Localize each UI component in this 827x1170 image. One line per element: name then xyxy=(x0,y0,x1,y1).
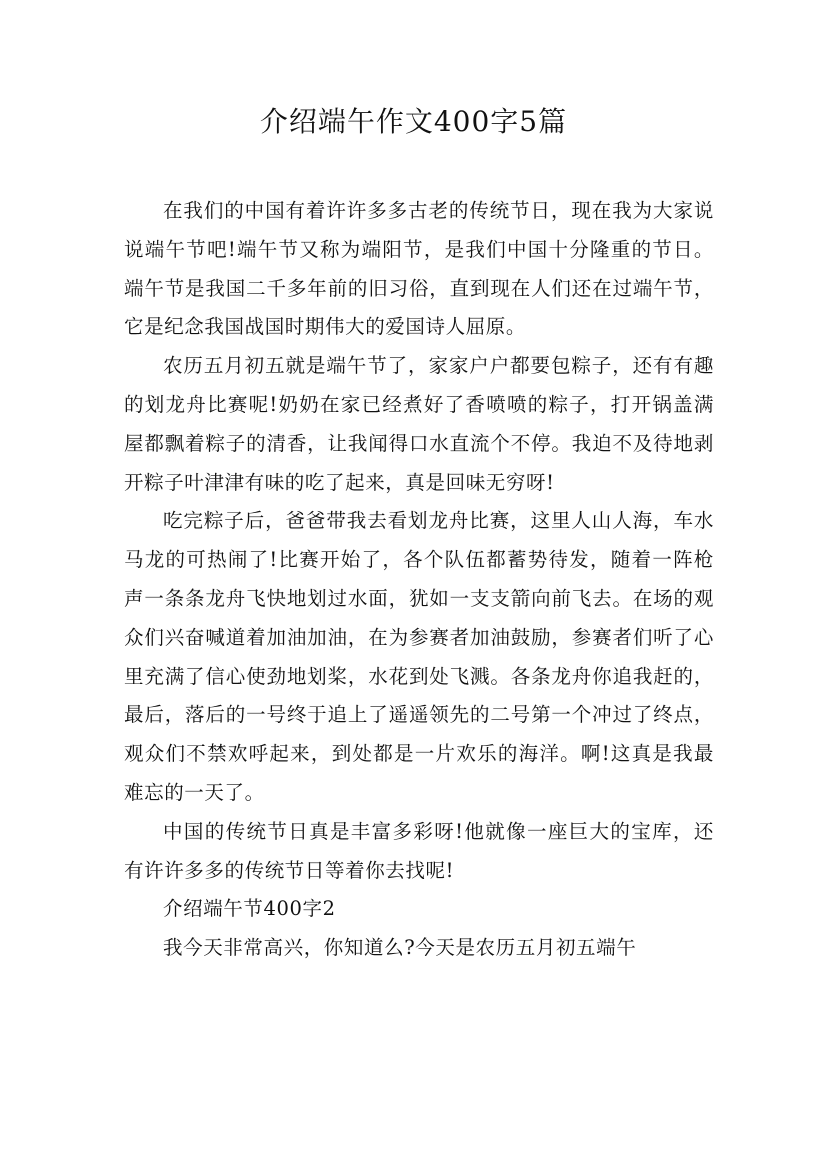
section-heading: 介绍端午节400字2 xyxy=(163,897,336,921)
paragraph: 吃完粽子后，爸爸带我去看划龙舟比赛，这里人山人海，车水马龙的可热闹了!比赛开始了，各个队伍都蓄势待发，随着一阵枪声一条条龙舟飞快地划过水面，犹如一支支箭向前飞去。在场的观众们兴奋喊道着加油加油，在为参赛者加油鼓励，参赛者们听了心里充满了信心使劲地划桨，水花到处飞溅。各条龙舟你追我赶的，最后，落后的一号终于追上了遥遥领先的二号第一个冲过了终点，观众们不禁欢呼起来，到处都是一片欢乐的海洋。啊!这真是我最难忘的一天了。 xyxy=(124,509,714,804)
paragraph: 我今天非常高兴，你知道么?今天是农历五月初五端午 xyxy=(163,936,637,960)
document-title: 介绍端午作文400字5篇 xyxy=(259,105,568,138)
paragraph: 中国的传统节日真是丰富多彩呀!他就像一座巨大的宝库，还有许许多多的传统节日等着你去找呢! xyxy=(124,819,714,882)
document-body xyxy=(124,192,714,968)
paragraph: 农历五月初五就是端午节了，家家户户都要包粽子，还有有趣的划龙舟比赛呢!奶奶在家已经煮好了香喷喷的粽子，打开锅盖满屋都飘着粽子的清香，让我闻得口水直流个不停。我迫不及待地剥开粽子叶津津有味的吃了起来，真是回味无穷呀! xyxy=(124,354,714,494)
paragraph: 在我们的中国有着许许多多古老的传统节日，现在我为大家说说端午节吧!端午节又称为端阳节，是我们中国十分隆重的节日。端午节是我国二千多年前的旧习俗，直到现在人们还在过端午节，它是纪念我国战国时期伟大的爱国诗人屈原。 xyxy=(124,199,714,339)
